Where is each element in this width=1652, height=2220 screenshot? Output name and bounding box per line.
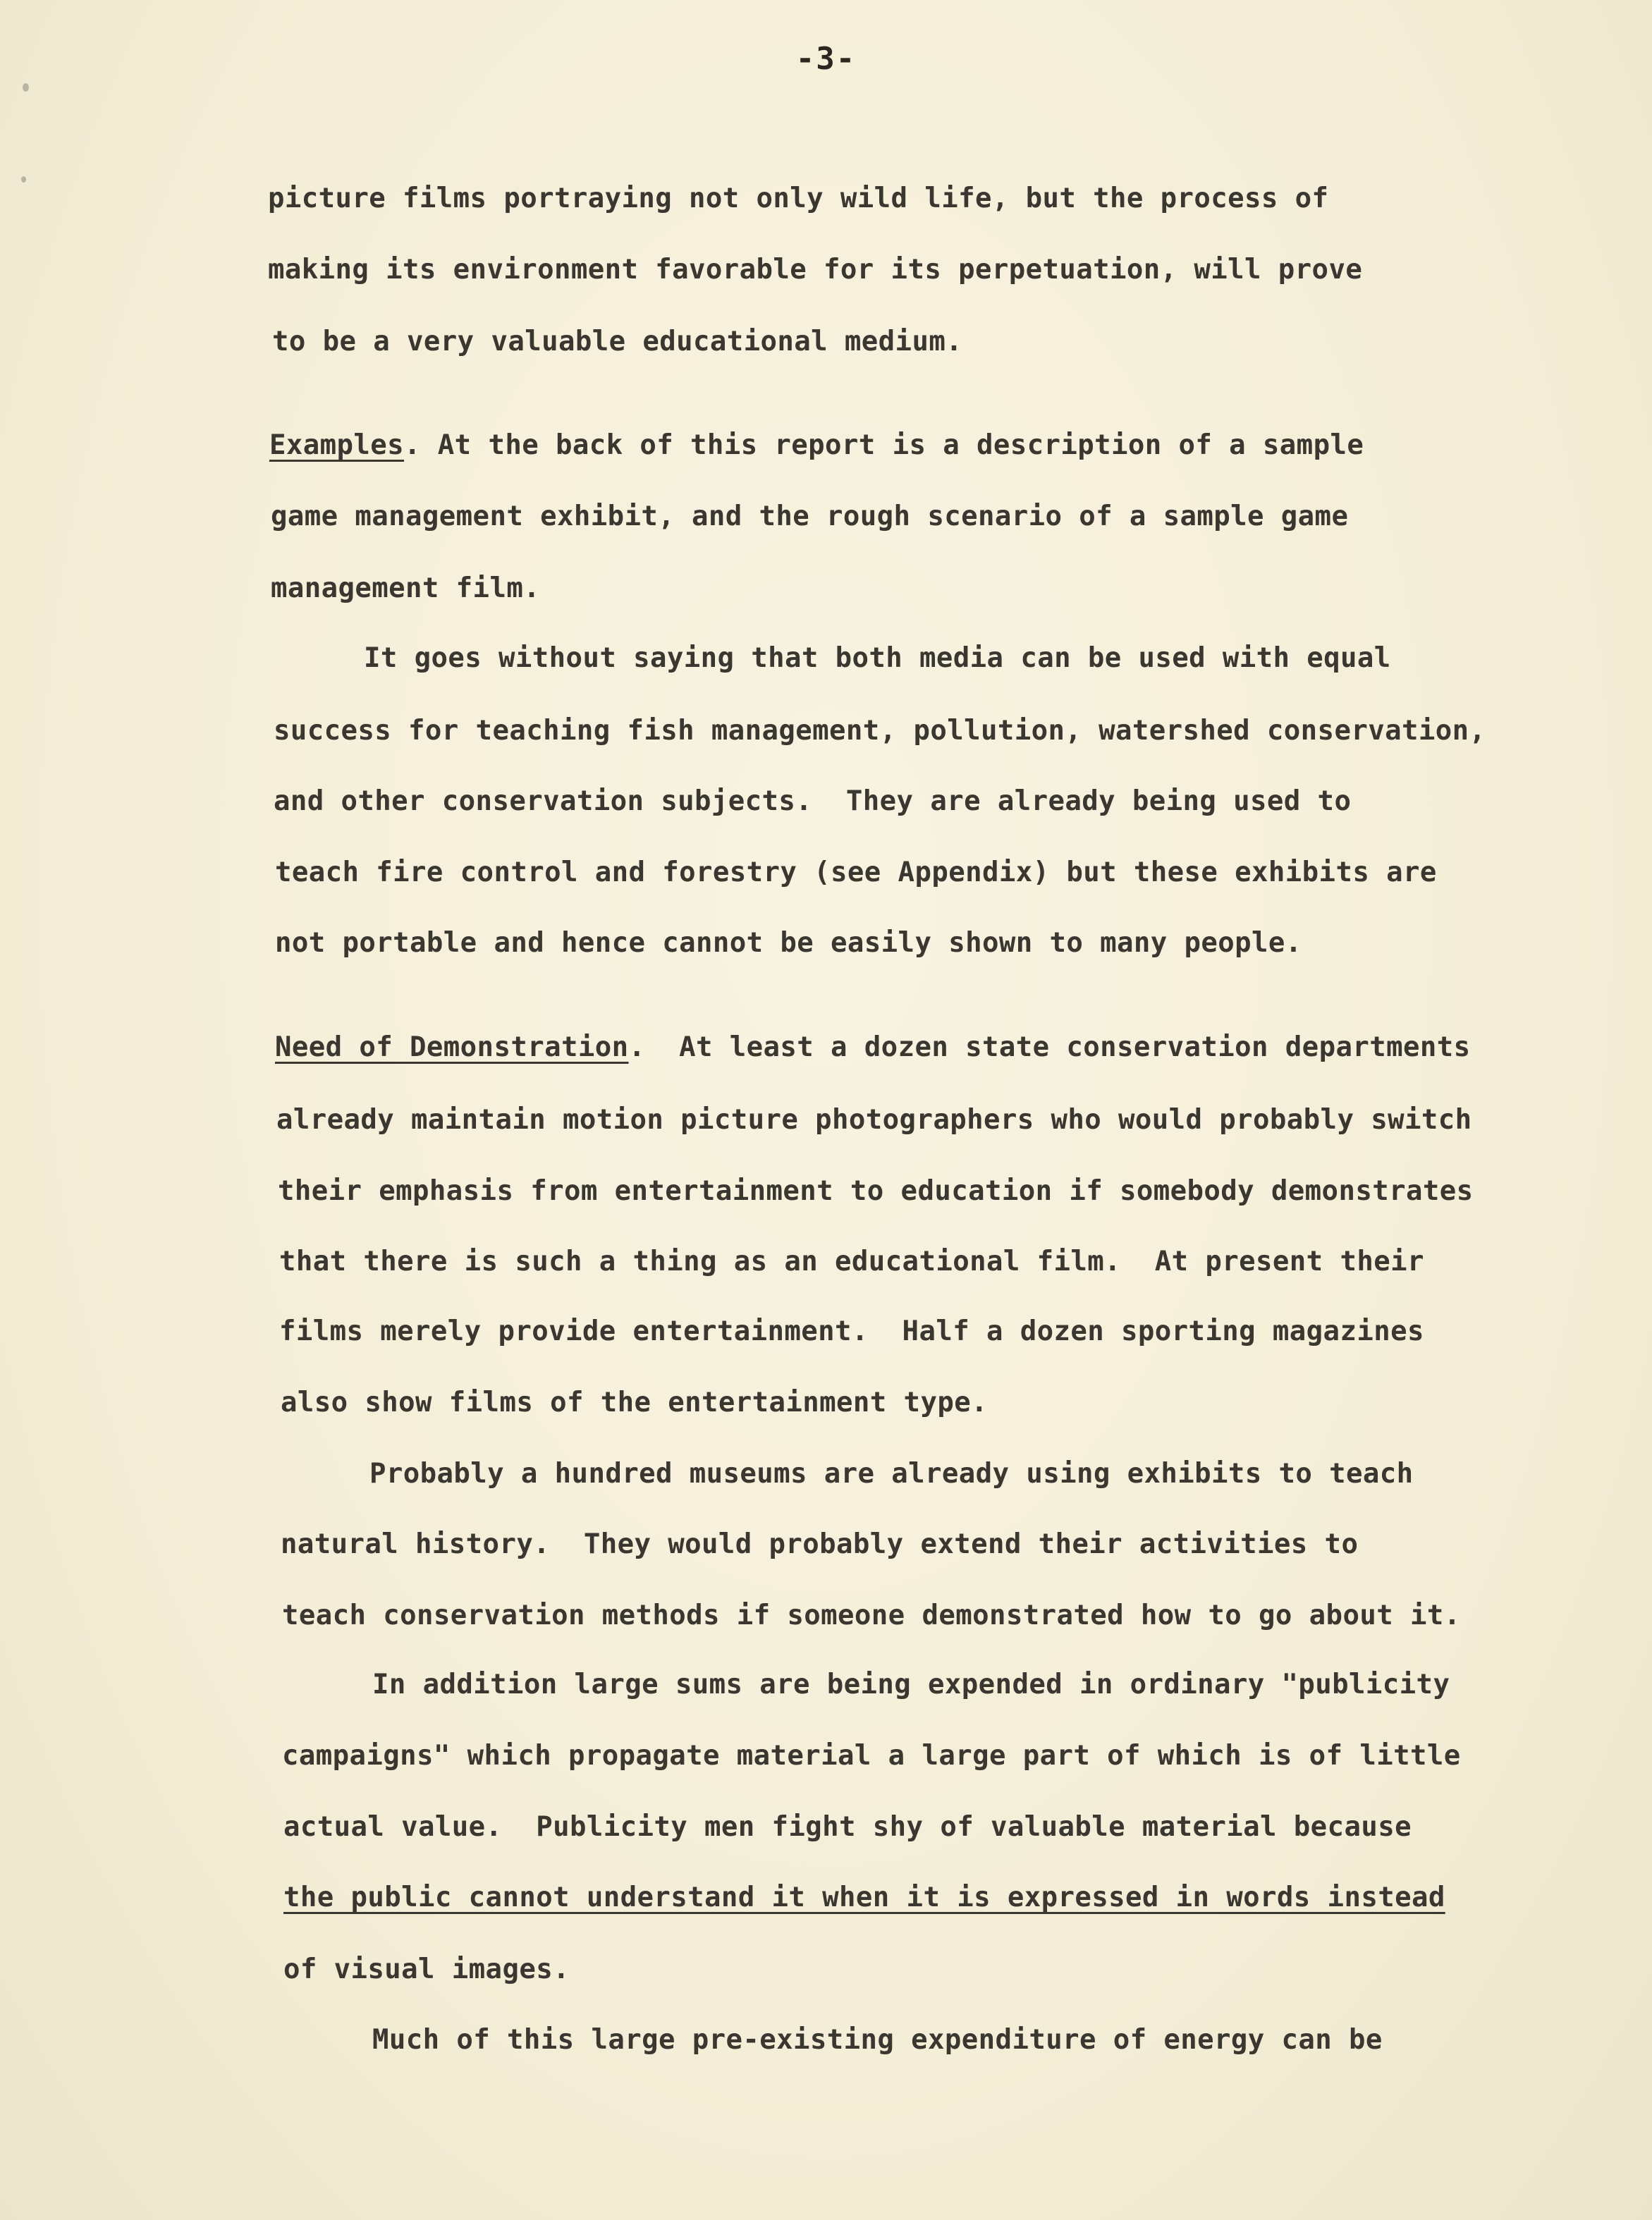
text-line: In addition large sums are being expended in ordinary "publicity — [372, 1669, 1450, 1700]
underlined-text-line: the public cannot understand it when it is expressed in words instead — [283, 1882, 1445, 1913]
text-line: films merely provide entertainment. Half a dozen sporting magazines — [279, 1316, 1424, 1347]
text-line: teach fire control and forestry (see Appendix) but these exhibits are — [275, 857, 1437, 888]
text-line: making its environment favorable for its perpetuation, will prove — [268, 254, 1363, 286]
text-line — [269, 431, 1364, 459]
text-line: to be a very valuable educational medium. — [272, 326, 963, 357]
text-line: already maintain motion picture photographers who would probably switch — [276, 1104, 1472, 1136]
text-line: actual value. Publicity men fight shy of valuable material because — [283, 1811, 1412, 1843]
paper-speck — [23, 83, 29, 92]
text-line: of visual images. — [283, 1954, 570, 1985]
section-heading-examples: Examples — [269, 429, 405, 461]
text-line: campaigns" which propagate material a large part of which is of little — [282, 1740, 1461, 1772]
text-line: their emphasis from entertainment to education if somebody demonstrates — [278, 1175, 1474, 1207]
text-line-rest: . At the back of this report is a description of a sample — [404, 429, 1364, 461]
text-line: picture films portraying not only wild life, but the process of — [268, 183, 1329, 214]
section-heading-need-of-demonstration: Need of Demonstration — [275, 1031, 629, 1063]
text-line: natural history. They would probably extend their activities to — [281, 1528, 1359, 1560]
text-line: not portable and hence cannot be easily shown to many people. — [275, 927, 1302, 959]
text-line: game management exhibit, and the rough scenario of a sample game — [271, 501, 1349, 532]
text-line: management film. — [271, 572, 541, 604]
text-line: that there is such a thing as an educational film. At present their — [279, 1246, 1424, 1277]
text-line-rest: . At least a dozen state conservation departments — [628, 1031, 1471, 1063]
text-line: and other conservation subjects. They are already being used to — [274, 785, 1352, 817]
text-line: teach conservation methods if someone demonstrated how to go about it. — [282, 1600, 1461, 1631]
page-number: -3- — [795, 41, 857, 77]
text-line: also show films of the entertainment type. — [281, 1387, 988, 1418]
text-line: It goes without saying that both media can be used with equal — [364, 642, 1391, 674]
text-line — [275, 1031, 1471, 1063]
text-line: Much of this large pre-existing expenditure of energy can be — [372, 2024, 1383, 2056]
paper-speck — [21, 176, 26, 183]
text-line: Probably a hundred museums are already using exhibits to teach — [369, 1458, 1414, 1490]
text-line: success for teaching fish management, pollution, watershed conservation, — [274, 715, 1486, 747]
